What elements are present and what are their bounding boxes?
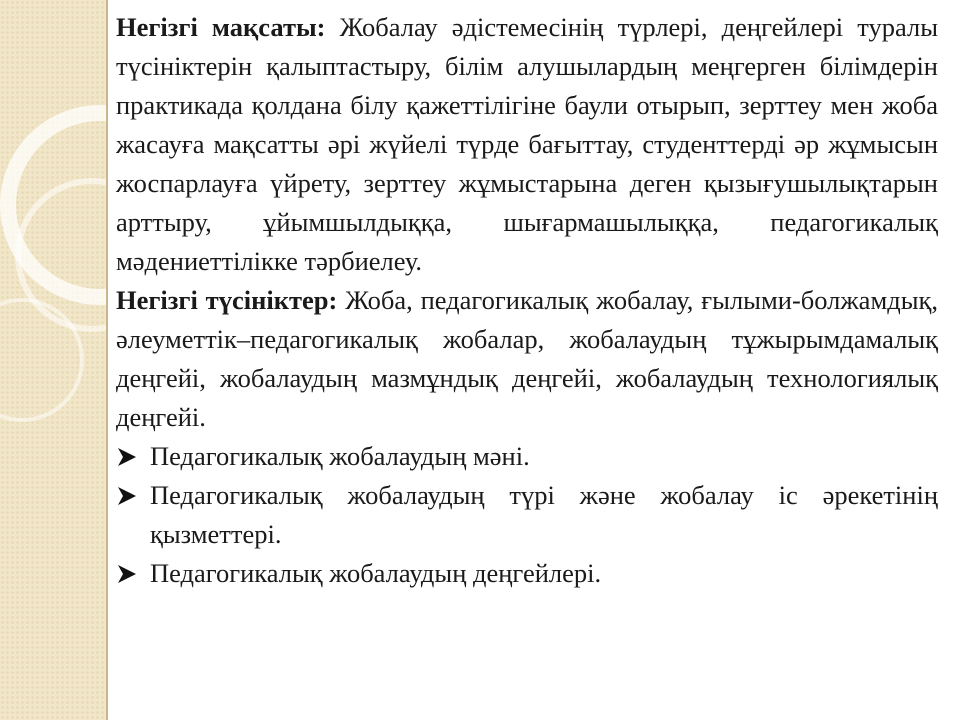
goal-label: Негізгі мақсаты: xyxy=(116,12,326,42)
concepts-label: Негізгі түсініктер: xyxy=(116,285,338,315)
decorative-circles xyxy=(0,0,108,720)
list-item xyxy=(116,476,938,554)
list-item-text: Педагогикалық жобалаудың түрі және жобалау іс әрекетінің қызметтері. xyxy=(150,480,938,549)
content-area xyxy=(116,8,938,593)
goal-text: Жобалау әдістемесінің түрлері, деңгейлері туралы түсініктерін қалыптастыру, білім алушылардың меңгерген білімдерін практикада қолдана білу қажеттілігіне баули отырып, зерттеу мен жоба жасауға мақсатты әрі жүйелі түрде бағыттау, студенттерді әр жұмысын жоспарлауға үйрету, зерттеу жұмыстарына деген қызығушылықтарын арттыру, ұйымшылдыққа, шығармашылыққа, педагогикалық мәдениеттілікке тәрбиелеу. xyxy=(116,12,938,276)
list-item-text: Педагогикалық жобалаудың мәні. xyxy=(150,441,530,471)
list-item xyxy=(116,554,938,593)
side-panel-border xyxy=(106,0,108,720)
goal-paragraph xyxy=(116,8,938,281)
list-item xyxy=(116,437,938,476)
arrow-bullet-icon xyxy=(116,485,138,507)
topic-list xyxy=(116,437,938,593)
arrow-bullet-icon xyxy=(116,446,138,468)
list-item-text: Педагогикалық жобалаудың деңгейлері. xyxy=(150,558,602,588)
concepts-text: Жоба, педагогикалық жобалау, ғылыми-болжамдық, әлеуметтік–педагогикалық жобалар, жобалаудың тұжырымдамалық деңгейі, жобалаудың мазмұндық деңгейі, жобалаудың технологиялық деңгейі. xyxy=(116,285,939,432)
arrow-bullet-icon xyxy=(116,563,138,585)
concepts-paragraph xyxy=(116,281,938,437)
